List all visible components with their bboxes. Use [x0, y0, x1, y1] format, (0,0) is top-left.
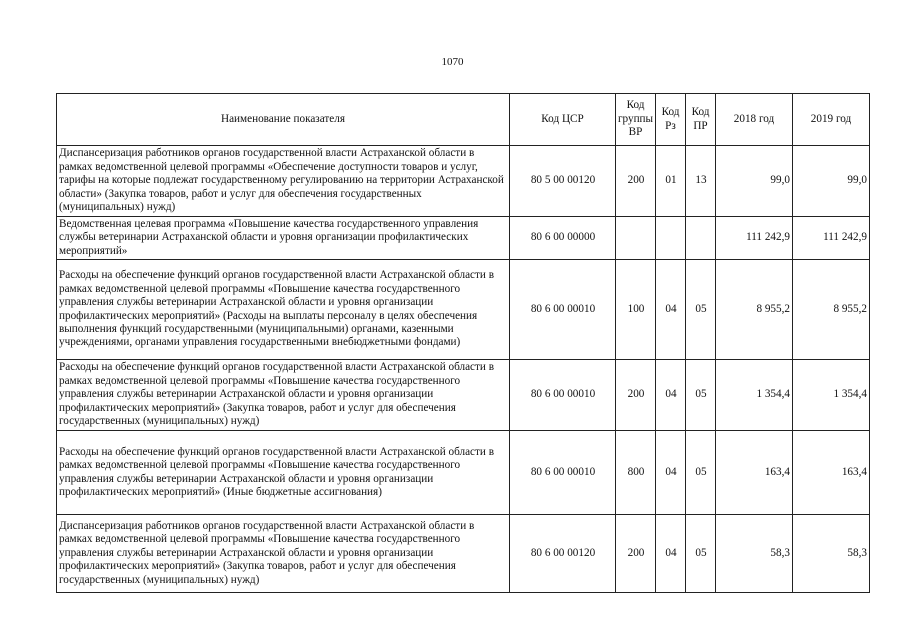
row-csr: 80 6 00 00120 [510, 515, 616, 593]
row-pr [686, 217, 716, 260]
row-2019: 99,0 [793, 146, 870, 217]
header-2019: 2019 год [793, 94, 870, 146]
header-2018: 2018 год [716, 94, 793, 146]
row-csr: 80 5 00 00120 [510, 146, 616, 217]
row-vr: 800 [616, 431, 656, 515]
row-vr: 200 [616, 360, 656, 431]
row-name: Расходы на обеспечение функций органов государственной власти Астраханской области в рамках ведомственной целевой программы «Повышение качества государственного управления службы ветеринарии Астраханской области и уровня организации профилактических мероприятий» (Закупка товаров, работ и услуг для обеспечения государственных (муниципальных) нужд) [57, 360, 510, 431]
row-rz: 04 [656, 260, 686, 360]
row-2019: 1 354,4 [793, 360, 870, 431]
row-2018: 111 242,9 [716, 217, 793, 260]
table-row [57, 146, 870, 217]
row-vr: 200 [616, 515, 656, 593]
row-2018: 1 354,4 [716, 360, 793, 431]
budget-table [56, 93, 870, 593]
row-name: Расходы на обеспечение функций органов государственной власти Астраханской области в рамках ведомственной целевой программы «Повышение качества государственного управления службы ветеринарии Астраханской области и уровня организации профилактических мероприятий» (Иные бюджетные ассигнования) [57, 431, 510, 515]
table-row [57, 515, 870, 593]
row-vr: 100 [616, 260, 656, 360]
row-vr: 200 [616, 146, 656, 217]
row-pr: 05 [686, 431, 716, 515]
row-rz [656, 217, 686, 260]
table-row [57, 217, 870, 260]
row-2019: 8 955,2 [793, 260, 870, 360]
header-name: Наименование показателя [57, 94, 510, 146]
table-row [57, 260, 870, 360]
row-pr: 13 [686, 146, 716, 217]
row-name: Ведомственная целевая программа «Повышение качества государственного управления службы ветеринарии Астраханской области и уровня организации профилактических мероприятий» [57, 217, 510, 260]
row-rz: 04 [656, 360, 686, 431]
row-2018: 58,3 [716, 515, 793, 593]
row-2018: 163,4 [716, 431, 793, 515]
row-csr: 80 6 00 00010 [510, 260, 616, 360]
row-2019: 111 242,9 [793, 217, 870, 260]
row-2019: 58,3 [793, 515, 870, 593]
row-pr: 05 [686, 360, 716, 431]
row-csr: 80 6 00 00000 [510, 217, 616, 260]
row-2018: 99,0 [716, 146, 793, 217]
row-pr: 05 [686, 515, 716, 593]
row-rz: 01 [656, 146, 686, 217]
header-vr: Код группы ВР [616, 94, 656, 146]
row-name: Расходы на обеспечение функций органов государственной власти Астраханской области в рамках ведомственной целевой программы «Повышение качества государственного управления службы ветеринарии Астраханской области и уровня организации профилактических мероприятий» (Расходы на выплаты персоналу в целях обеспечения выполнения функций государственными (муниципальными) органами, казенными учреждениями, органами управления государственными внебюджетными фондами) [57, 260, 510, 360]
header-pr: Код ПР [686, 94, 716, 146]
row-rz: 04 [656, 431, 686, 515]
table-header-row [57, 94, 870, 146]
row-csr: 80 6 00 00010 [510, 360, 616, 431]
page-number: 1070 [441, 56, 464, 68]
row-name: Диспансеризация работников органов государственной власти Астраханской области в рамках ведомственной целевой программы «Обеспечение доступности товаров и услуг, тарифы на которые подлежат государственному регулированию на территории Астраханской области» (Закупка товаров, работ и услуг для обеспечения государственных (муниципальных) нужд) [57, 146, 510, 217]
row-vr [616, 217, 656, 260]
row-2019: 163,4 [793, 431, 870, 515]
table-row [57, 360, 870, 431]
row-rz: 04 [656, 515, 686, 593]
row-csr: 80 6 00 00010 [510, 431, 616, 515]
table-row [57, 431, 870, 515]
row-2018: 8 955,2 [716, 260, 793, 360]
header-csr: Код ЦСР [510, 94, 616, 146]
row-name: Диспансеризация работников органов государственной власти Астраханской области в рамках ведомственной целевой программы «Повышение качества государственного управления службы ветеринарии Астраханской области и уровня организации профилактических мероприятий» (Закупка товаров, работ и услуг для обеспечения государственных (муниципальных) нужд) [57, 515, 510, 593]
row-pr: 05 [686, 260, 716, 360]
header-rz: Код Рз [656, 94, 686, 146]
